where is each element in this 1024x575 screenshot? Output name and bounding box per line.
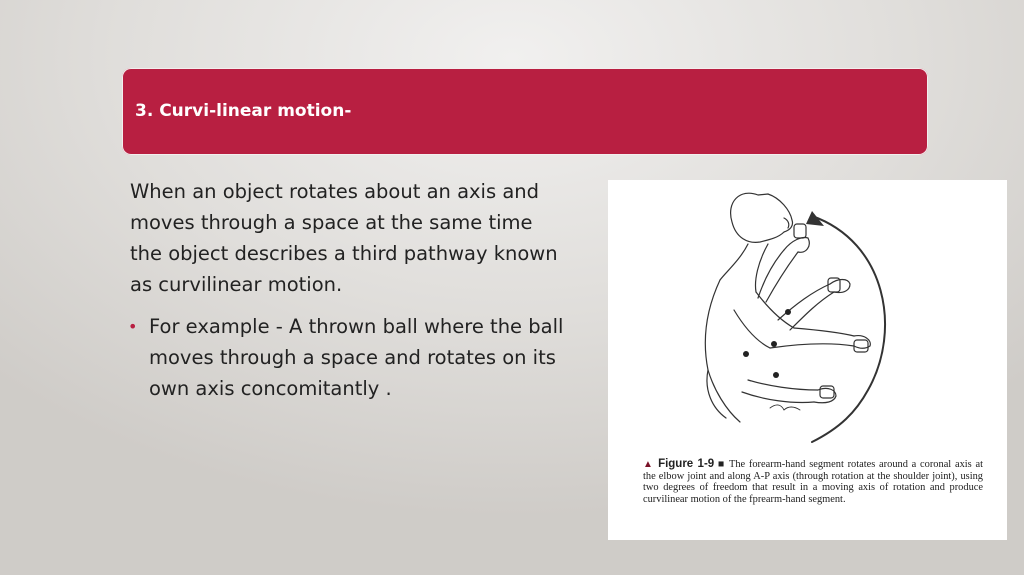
arm-curvilinear-motion-illustration	[608, 180, 1007, 450]
body-text-block	[130, 176, 570, 404]
caption-triangle-icon: ▲	[643, 459, 655, 470]
caption-label: Figure 1-9	[658, 458, 715, 470]
intro-paragraph: When an object rotates about an axis and moves through a space at the same time the object describes a third pathway known as curvilinear motion.	[130, 180, 558, 296]
figure-caption	[643, 459, 983, 506]
caption-text: The forearm-hand segment rotates around a coronal axis at the elbow joint and along A-P axis (through rotation at the shoulder joint), using two degrees of freedom that result in a moving axis of rotation and produce curvilinear motion of the fprearm-hand segment.	[643, 459, 983, 506]
slide-title: 3. Curvi-linear motion-	[135, 101, 352, 121]
bullet-item	[130, 311, 570, 404]
title-banner	[122, 68, 928, 155]
bullet-text: For example - A thrown ball where the ball moves through a space and rotates on its own axis concomitantly .	[149, 315, 564, 400]
bullet-icon: •	[128, 317, 138, 336]
caption-square-icon: ■	[717, 459, 726, 470]
figure-panel	[608, 180, 1007, 540]
